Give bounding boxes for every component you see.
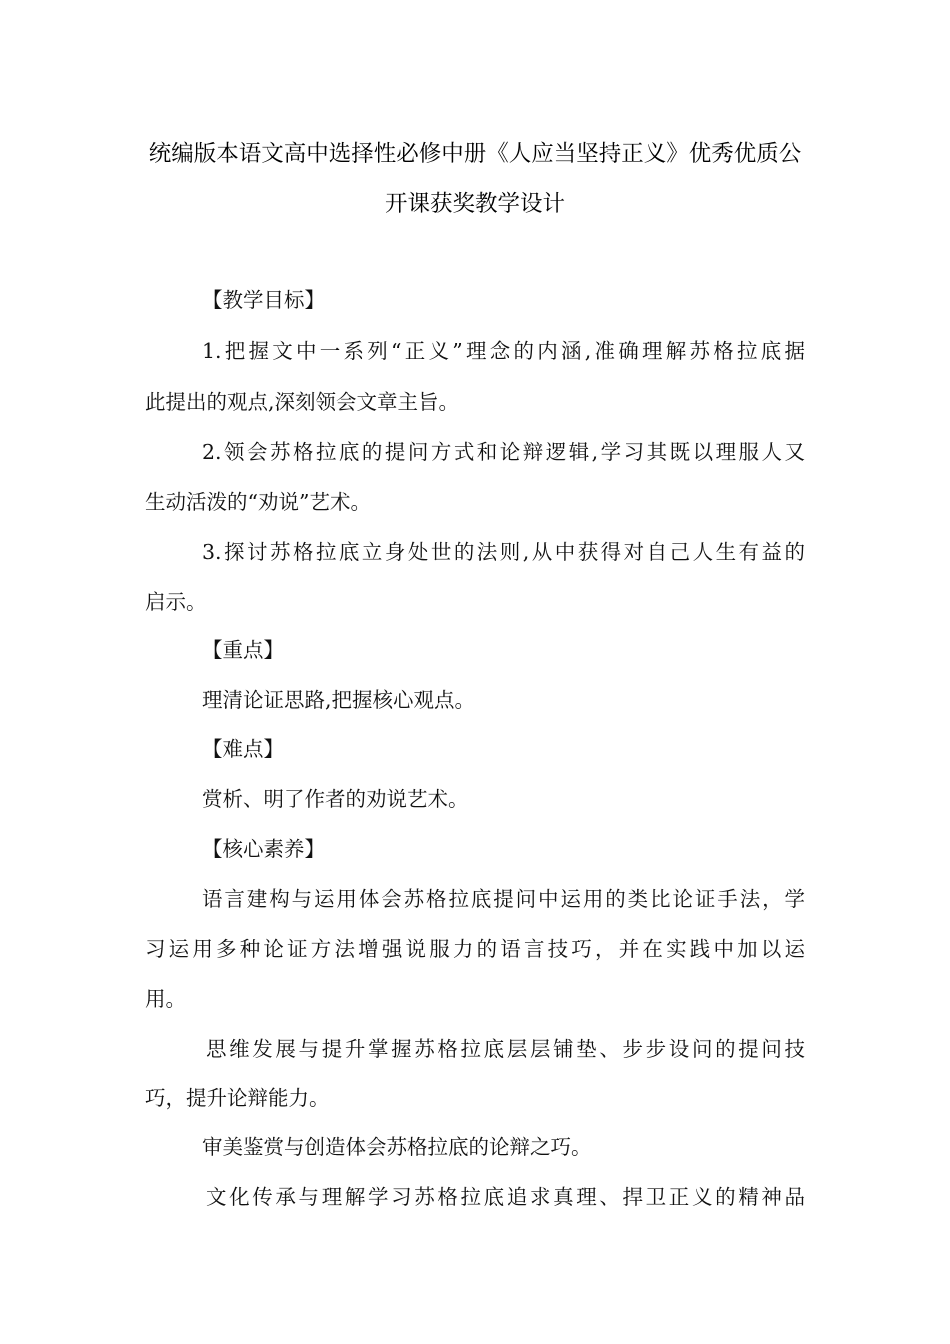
- core-language-line1: 语言建构与运用体会苏格拉底提问中运用的类比论证手法，学: [202, 887, 805, 911]
- objective-3-line1: 3.探讨苏格拉底立身处世的法则,从中获得对自己人生有益的: [202, 540, 805, 564]
- core-thinking-line2: 巧，提升论辩能力。: [145, 1086, 330, 1110]
- core-language-line3: 用。: [145, 987, 186, 1011]
- difficulty-text: 赏析、明了作者的劝说艺术。: [202, 787, 469, 811]
- objective-1-line1: 1.把握文中一系列“正义”理念的内涵,准确理解苏格拉底据: [202, 339, 805, 363]
- objective-3-line2: 启示。: [145, 590, 207, 614]
- document-title-line1: 统编版本语文高中选择性必修中册《人应当坚持正义》优秀优质公: [148, 141, 802, 167]
- core-culture-line1: 文化传承与理解学习苏格拉底追求真理、捍卫正义的精神品: [206, 1185, 805, 1209]
- core-literacy-heading: 【核心素养】: [202, 837, 325, 861]
- objectives-heading: 【教学目标】: [202, 288, 325, 312]
- objective-2-line2: 生动活泼的“劝说”艺术。: [145, 490, 371, 514]
- document-title-line2: 开课获奖教学设计: [384, 191, 565, 217]
- core-aesthetic-text: 审美鉴赏与创造体会苏格拉底的论辩之巧。: [202, 1135, 592, 1159]
- difficulty-heading: 【难点】: [202, 737, 284, 761]
- objective-1-line2: 此提出的观点,深刻领会文章主旨。: [145, 390, 460, 414]
- key-point-heading: 【重点】: [202, 638, 284, 662]
- objective-2-line1: 2.领会苏格拉底的提问方式和论辩逻辑,学习其既以理服人又: [202, 440, 805, 464]
- core-thinking-line1: 思维发展与提升掌握苏格拉底层层铺垫、步步设问的提问技: [206, 1037, 805, 1061]
- core-language-line2: 习运用多种论证方法增强说服力的语言技巧，并在实践中加以运: [145, 937, 805, 961]
- key-point-text: 理清论证思路,把握核心观点。: [202, 688, 476, 712]
